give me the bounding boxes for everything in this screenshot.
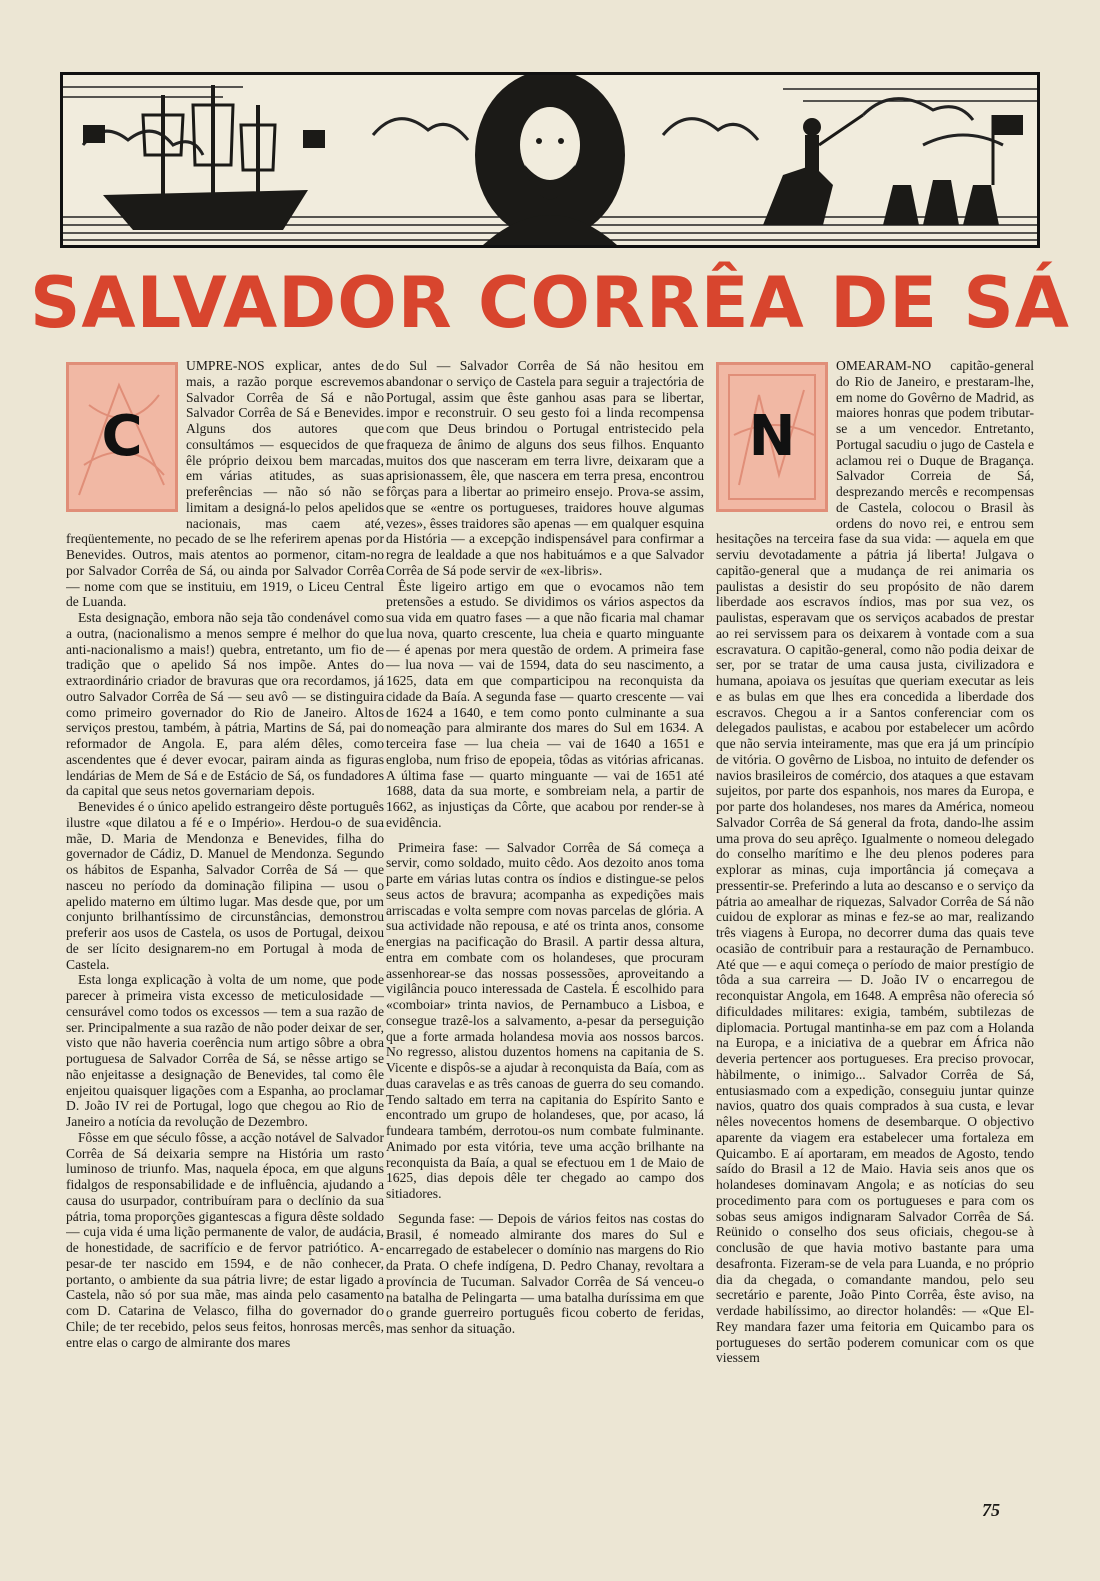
paragraph: Êste ligeiro artigo em que o evocamos não tem pretensões a estudo. Se dividimos os vários aspectos da sua vida em quatro fases — a que não ficaria mal chamar lua nova, quarto crescente, lua cheia e quarto minguante — é apenas por mera questão de ordem. A primeira fase — lua nova — vai de 1594, data do seu nascimento, a 1625, data em que comparticipou na reconquista da cidade da Baía. A segunda fase — quarto crescente — vai de 1624 a 1640, e tem como ponto culminante a sua nomeação para almirante dos mares do Sul em 1634. A terceira fase — lua cheia — vai de 1640 a 1651 e engloba, num friso de epopeia, tôdas as vitórias africanas. A última fase — quarto minguante — vai de 1651 até 1688, data da sua morte, e sombreiam nela, a partir de 1662, as injustiças da Côrte, que acabou por render-se à evidência. bbox=[386, 578, 704, 830]
banner-illustration bbox=[63, 75, 1037, 245]
paragraph: Esta longa explicação à volta de um nome, que pode parecer à primeira vista excesso de meticulosidade — censurável como todos os excessos — tem a sua razão de ser. Principalmente a sua razão de não poder deixar de ser, visto que não haveria coerência num artigo sôbre a obra portuguesa de Salvador Corrêa de Sá, se nêsse artigo se não enjeitasse a designação de Benevides, tal como êle enjeitou quaisquer ligações com a Espanha, ao proclamar D. João IV rei de Portugal, logo que chegou ao Rio de Janeiro a notícia da revolução de Dezembro. bbox=[66, 972, 384, 1129]
paragraph: Segunda fase: — Depois de vários feitos nas costas do Brasil, é nomeado almirante dos mares do Sul e encarregado de estabelecer o domínio nas margens do Rio da Prata. O chefe indígena, D. Pedro Chanay, revoltara a província de Tucuman. Salvador Corrêa de Sá venceu-o na batalha de Pelingarta — uma batalha duríssima em que o grande guerreiro português ficou coberto de feridas, mas senhor da situação. bbox=[386, 1210, 704, 1336]
article-title: SALVADOR CORRÊA DE SÁ bbox=[30, 262, 1070, 344]
page-number: 75 bbox=[982, 1500, 1000, 1520]
text-column-1 bbox=[66, 358, 384, 1493]
dropcap-letter: C bbox=[101, 404, 143, 470]
paragraph: OMEARAM-NO capitão-general do Rio de Janeiro, e prestaram-lhe, em nome do Govêrno de Madrid, as maiores honras que podem tributar-se a um vencedor. Entretanto, Portugal sacudiu o jugo de Castela e aclamou rei o Duque de Bragança. Salvador Correia de Sá, desprezando mercês e recompensas de Castela, colocou o Brasil às ordens do novo rei, e entrou sem hesitações na terceira fase da sua vida: — aquela em que serviu devotadamente a pátria já liberta! Julgava o capitão-general que a mudança de rei animaria os paulistas a desistir do seu propósito de não darem liberdade aos escravos índios, mas por sua vez, os paulistas, esperavam que os serviços acabados de prestar ao rei servissem para os deixarem à vontade com a sua escravatura. O capitão-general, como não podia deixar de ser, por se tratar de uma causa justa, civilizadora e humana, apoiava os jesuítas que queriam executar as leis e as bulas em que lhes era concedida a liberdade dos escravos. Chegou a ir a Santos conferenciar com os delegados paulistas, e acabou por estabelecer um acôrdo que não servia inteiramente, mas que era já um princípio de vitória. O govêrno de Lisboa, no intuito de defender os navios brasileiros de comércio, dos ataques a que estavam sujeitos, por parte dos espanhois, nos mares da Europa, e por parte dos holandeses, nos mares da América, nomeou Salvador Corrêa de Sá general da frota, dando-lhe assim uma prova do seu aprêço. Igualmente o nomeou delegado do conselho marítimo e lhe deu plenos poderes para explorar as minas, cuja importância já começava a pressentir-se. Preferindo a luta ao descanso e o serviço da pátria ao amealhar de riquezas, Salvador Corrêa de Sá não cuidou de explorar as minas e fez-se ao mar, realizando três viagens à Europa, no decorrer duma das quais teve ocasião de contribuir para a restauração de Pernambuco. Até que — e aqui começa o período de maior prestígio de tôda a sua carreira — D. João IV o encarregou de reconquistar Angola, em 1648. A emprêsa não oferecia só dificuldades militares: exigia, também, subtilezas de diplomacia. Portugal mantinha-se em paz com a Holanda na Europa, e a iniciativa de a quebrar em África não deveria pertencer aos portugueses. Era preciso provocar, hàbilmente, o inimigo... Salvador Corrêa de Sá, entusiasmado com a expedição, conseguiu juntar quinze navios, quatro dos quais comprados à sua custa, e levar nêles novecentos homens de desembarque. O objectivo aparente da viagem era estabelecer uma fortaleza em Quicambo. E aí aportaram, em meados de Agosto, tendo saído do Brasil a 12 de Maio. Havia seis anos que os holandeses dominavam Angola; e as notícias do seu procedimento para com os portugueses e para com os sobas seus amigos indignaram Salvador Corrêa de Sá. Reünido o conselho dos seus oficiais, chegou-se à conclusão de que havia motivo bastante para uma desafronta. Fizeram-se de vela para Luanda, e no próprio dia da chegada, o comandante mandou, pelo seu secretário e parente, João Pinto Corrêa, êste aviso, na verdade habilíssimo, ao director holandês: — «Que El-Rey mandara fazer uma feitoria em Quicambo para os portugueses do sertão poderem comunicar com os que viessem bbox=[716, 358, 1034, 1366]
paragraph: do Sul — Salvador Corrêa de Sá não hesitou em abandonar o serviço de Castela para seguir a trajectória de Portugal, assim que êste ganhou asas para se libertar, impor e reconstruir. O seu gesto foi a linda recompensa com que Deus brindou o Portugal entristecido pela fraqueza de ânimo de alguns dos seus filhos. Enquanto muitos dos que nasceram em terra livre, deixaram que a aprisionassem, êle, que nascera em terra presa, encontrou fôrças para a libertar ao primeiro ensejo. Prova-se assim, que se «entre os portugueses, traidores houve algumas vezes», êsses traidores são apenas — em qualquer esquina da História — a excepção indispensável para confirmar a regra de lealdade a que nos habituámos e a que Salvador Corrêa de Sá pode servir de «ex-libris». bbox=[386, 358, 704, 578]
paragraph: UMPRE-NOS explicar, antes de mais, a razão porque escrevemos Salvador Corrêa de Sá e não Salvador Corrêa de Sá e Benevides. Alguns dos autores que consultámos — esquecidos de que êle próprio deixou bem marcadas, em várias atitudes, as suas preferências — não só não se limitam a designá-lo pelos apelidos nacionais, mas caem até, freqüentemente, no pecado de se lhe referirem apenas por Benevides. Outros, mais atentos ao pormenor, citam-no por Salvador Corrêa de Sá, ou ainda por Salvador Corrêa — nome com que se instituiu, em 1919, o Liceu Central de Luanda. bbox=[66, 358, 384, 610]
paragraph: Fôsse em que século fôsse, a acção notável de Salvador Corrêa de Sá deixaria sempre na História um rasto luminoso de triunfo. Mas, naquela época, em que alguns fidalgos de responsabilidade e de influência, ajudando a causa do usurpador, contribuíram para o declínio da sua pátria, toma proporções gigantescas a figura dêste soldado — cuja vida é uma lição permanente de valor, de audácia, de honestidade, de sacrifício e de fervor patriótico. A-pesar-de ter nascido em 1594, e de não conhecer, portanto, o ambiente da sua pátria livre; de estar ligado a Castela, não só por sua mãe, mas ainda pelo casamento com D. Catarina de Velasco, filha do governador do Chile; de ter recebido, pelos seus feitos, honrosas mercês, entre elas o cargo de almirante dos mares bbox=[66, 1129, 384, 1350]
paragraph: Esta designação, embora não seja tão condenável como a outra, (nacionalismo a menos sempre é melhor do que anti-nacionalismo a mais!) quebra, entretanto, um fio de tradição que o apelido Sá nos impõe. Antes do extraordinário criador de bravuras que ora recordamos, já outro Salvador Corrêa de Sá — seu avô — se distinguira como primeiro governador do Rio de Janeiro. Altos serviços prestou, também, à pátria, Martins de Sá, pai do reformador de Angola. E, para além dêles, como ascendentes que é dever evocar, pairam ainda as figuras lendárias de Mem de Sá e de Estácio de Sá, os fundadores da capital que seus netos governariam depois. bbox=[66, 610, 384, 799]
paragraph: Primeira fase: — Salvador Corrêa de Sá começa a servir, como soldado, muito cêdo. Aos dezoito anos toma parte em várias lutas contra os índios e distingue-se pelos seus actos de bravura; acompanha as expedições mais arriscadas e volta sempre com novas parcelas de glória. A sua actividade não repousa, e até os trinta anos, consome energias na pacificação do Brasil. A partir dessa altura, entra em combate com os holandeses, que procuram assenhorear-se das nossas possessões, aproveitando a vigilância pouco interessada de Castela. É escolhido para «comboiar» trinta navios, de Pernambuco a Lisboa, e consegue trazê-los a salvamento, a-pesar da perseguição que a forte armada holandesa movia aos nossos barcos. No regresso, alistou duzentos homens na capitania de S. Vicente e dispôs-se a ajudar à reconquista da Baía, com as duas caravelas e as três canoas de guerra do seu comando. Tendo saltado em terra na capitania do Espírito Santo e encontrado um grupo de holandeses, que, por acaso, lá fundeara também, derrotou-os num combate fulminante. Animado por esta vitória, teve uma acção brilhante na reconquista da Baía, a qual se efectuou em 1 de Maio de 1625, dias depois dêle ter chegado ao campo dos sitiadores. bbox=[386, 839, 704, 1201]
text-column-3 bbox=[716, 358, 1034, 1493]
dropcap-letter: N bbox=[748, 404, 796, 470]
dropcap-n bbox=[716, 362, 828, 512]
paragraph: Benevides é o único apelido estrangeiro dêste português ilustre «que dilatou a fé e o Império». Herdou-o de sua mãe, D. Maria de Mendonza e Benevides, filha do governador de Cádiz, D. Manuel de Mendonza. Segundo os hábitos de Espanha, Salvador Corrêa de Sá — que nasceu no período da dominação filipina — usou o apelido materno em último lugar. Mas desde que, por um conjunto brilhantíssimo de circunstâncias, demonstrou preferir aos usos de Castela, os usos de Portugal, deixou de ser lícito designarem-no em Portugal à moda de Castela. bbox=[66, 799, 384, 972]
dropcap-c bbox=[66, 362, 178, 512]
text-column-2 bbox=[386, 358, 704, 1493]
woodcut-banner bbox=[60, 72, 1040, 248]
